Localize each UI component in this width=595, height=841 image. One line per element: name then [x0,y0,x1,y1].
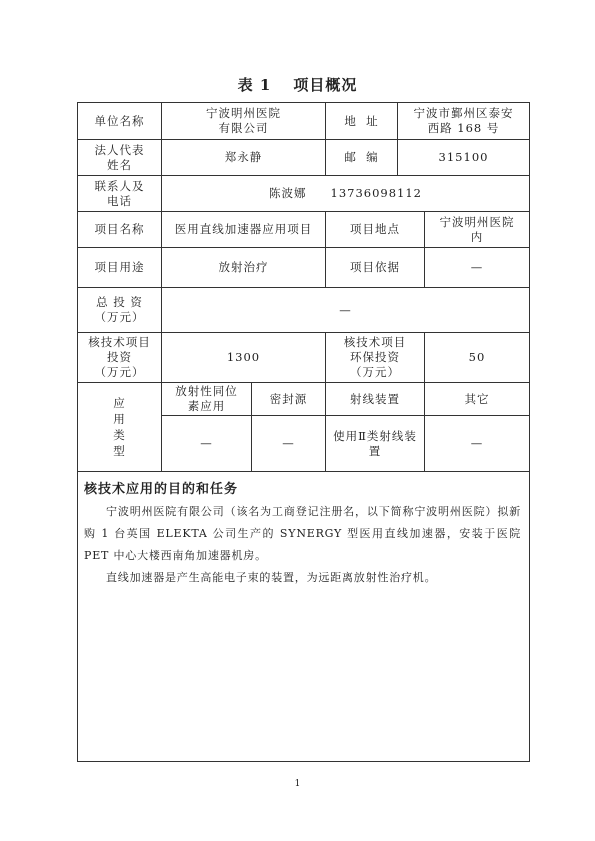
total-invest-label: 总 投 资 （万元） [78,288,162,333]
section-paragraph-1: 宁波明州医院有限公司（该名为工商登记注册名，以下简称宁波明州医院）拟新购 1 台英国 ELEKTA 公司生产的 SYNERGY 型医用直线加速器，安装于医院 PET 中心大楼西南角加速器机房。 [84,505,521,562]
other-label: 其它 [425,383,530,416]
application-type-label: 应 用 类 型 [78,383,162,472]
address-label: 地 址 [326,103,398,140]
row-purpose-section [78,472,530,762]
env-invest-value: 50 [425,333,530,383]
contact-value [162,176,530,212]
unit-name-value: 宁波明州医院 有限公司 [162,103,326,140]
contact-name: 陈波娜 [269,186,307,200]
project-basis-label: 项目依据 [326,248,425,288]
sealed-source-value: — [252,416,326,472]
row-unit [78,103,530,140]
other-value: — [425,416,530,472]
total-invest-value: — [162,288,530,333]
row-application-type-header [78,383,530,416]
project-overview-table [77,102,530,762]
row-project-use [78,248,530,288]
section-heading: 核技术应用的目的和任务 [84,482,239,497]
project-use-value: 放射治疗 [162,248,326,288]
contact-label: 联系人及 电话 [78,176,162,212]
table-name: 项目概况 [293,76,358,94]
row-legal-rep [78,140,530,176]
radiation-device-value: 使用Ⅱ类射线装 置 [326,416,425,472]
address-value: 宁波市鄞州区泰安 西路 168 号 [398,103,530,140]
page-number: 1 [294,779,301,789]
isotope-label: 放射性同位 素应用 [162,383,252,416]
row-contact [78,176,530,212]
contact-phone: 13736098112 [330,186,422,200]
postcode-value: 315100 [398,140,530,176]
row-nuclear-invest [78,333,530,383]
isotope-value: — [162,416,252,472]
env-invest-label: 核技术项目 环保投资 （万元） [326,333,425,383]
legal-rep-value: 郑永静 [162,140,326,176]
project-name-value: 医用直线加速器应用项目 [162,212,326,248]
project-location-value: 宁波明州医院 内 [425,212,530,248]
legal-rep-label: 法人代表 姓名 [78,140,162,176]
sealed-source-label: 密封源 [252,383,326,416]
radiation-device-label: 射线装置 [326,383,425,416]
project-location-label: 项目地点 [326,212,425,248]
section-paragraph-2: 直线加速器是产生高能电子束的装置，为远距离放射性治疗机。 [106,571,437,584]
table-title [0,74,595,95]
purpose-section [78,472,530,762]
row-project-name [78,212,530,248]
row-total-invest [78,288,530,333]
project-name-label: 项目名称 [78,212,162,248]
table-number: 表 1 [237,76,272,94]
nuclear-invest-label: 核技术项目 投资 （万元） [78,333,162,383]
postcode-label: 邮 编 [326,140,398,176]
unit-name-label: 单位名称 [78,103,162,140]
nuclear-invest-value: 1300 [162,333,326,383]
project-basis-value: — [425,248,530,288]
project-use-label: 项目用途 [78,248,162,288]
